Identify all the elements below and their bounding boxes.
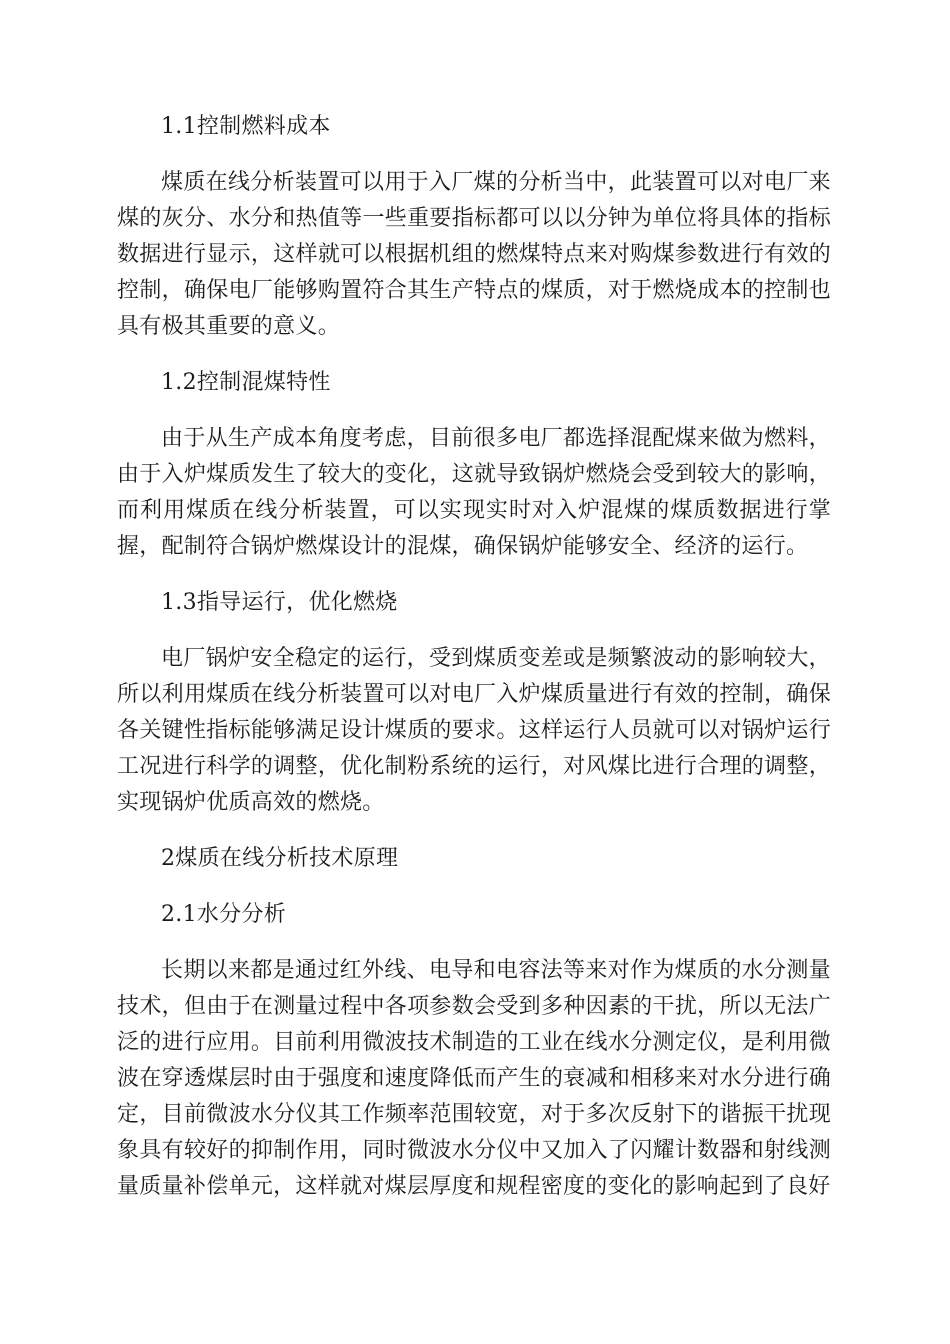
section-paragraph-1-2: 由于从生产成本角度考虑，目前很多电厂都选择混配煤来做为燃料，由于入炉煤质发生了较大的变化，这就导致锅炉燃烧会受到较大的影响，而利用煤质在线分析装置，可以实现实时对入炉混煤的煤质数据进行掌握，配制符合锅炉燃煤设计的混煤，确保锅炉能够安全、经济的运行。 xyxy=(117,426,831,559)
section-heading-2-1: 2.1水分分析 xyxy=(161,902,287,927)
section-heading-1-1: 1.1控制燃料成本 xyxy=(161,114,331,139)
section-paragraph-2-1: 长期以来都是通过红外线、电导和电容法等来对作为煤质的水分测量技术，但由于在测量过程中各项参数会受到多种因素的干扰，所以无法广泛的进行应用。目前利用微波技术制造的工业在线水分测定仪，是利用微波在穿透煤层时由于强度和速度降低而产生的衰减和相移来对水分进行确定，目前微波水分仪其工作频率范围较宽，对于多次反射下的谐振干扰现象具有较好的抑制作用，同时微波水分仪中又加入了闪耀计数器和射线测量质量补偿单元，这样就对煤层厚度和规程密度的变化的影响起到了良好 xyxy=(117,958,831,1199)
section-paragraph-1-1: 煤质在线分析装置可以用于入厂煤的分析当中，此装置可以对电厂来煤的灰分、水分和热值等一些重要指标都可以以分钟为单位将具体的指标数据进行显示，这样就可以根据机组的燃煤特点来对购煤参数进行有效的控制，确保电厂能够购置符合其生产特点的煤质，对于燃烧成本的控制也具有极其重要的意义。 xyxy=(117,170,831,339)
section-heading-1-3: 1.3指导运行，优化燃烧 xyxy=(161,590,398,615)
section-heading-2: 2煤质在线分析技术原理 xyxy=(161,846,399,871)
document-page xyxy=(117,109,831,1205)
section-paragraph-1-3: 电厂锅炉安全稳定的运行，受到煤质变差或是频繁波动的影响较大，所以利用煤质在线分析装置可以对电厂入炉煤质量进行有效的控制，确保各关键性指标能够满足设计煤质的要求。这样运行人员就可以对锅炉运行工况进行科学的调整，优化制粉系统的运行，对风煤比进行合理的调整，实现锅炉优质高效的燃烧。 xyxy=(117,646,831,815)
section-heading-1-2: 1.2控制混煤特性 xyxy=(161,370,331,395)
